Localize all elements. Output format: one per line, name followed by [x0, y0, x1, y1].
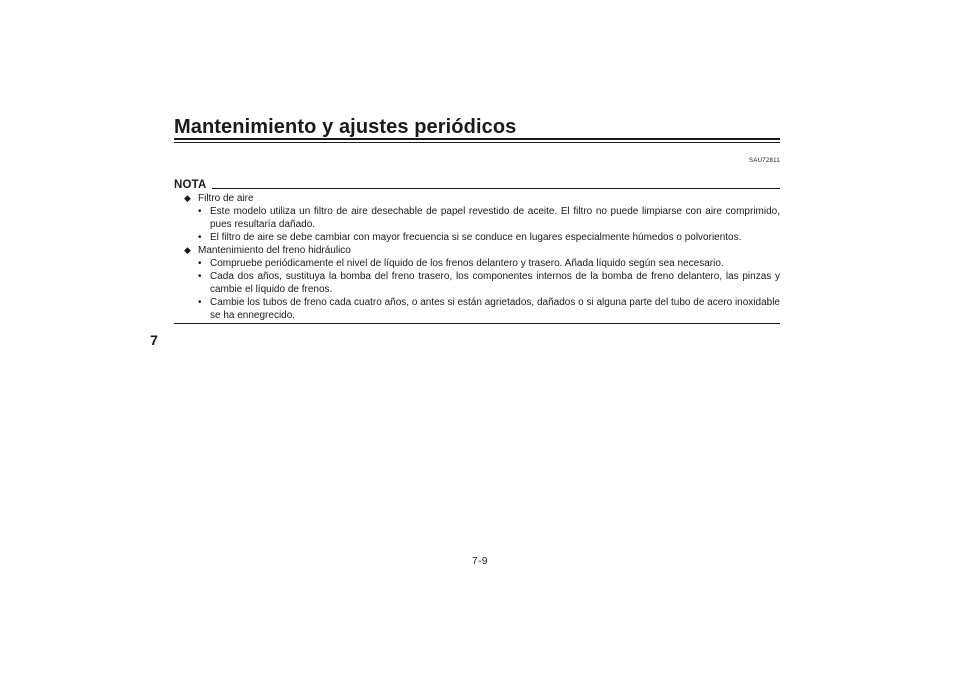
list-item — [198, 257, 780, 270]
list-item — [198, 270, 780, 296]
list-item-text: Cada dos años, sustituya la bomba del freno trasero, los componentes internos de la bomba de freno delantero, las pinzas y cambie el líquido de frenos. — [210, 271, 780, 295]
title-rule-thin — [174, 142, 780, 143]
note-bottom-rule — [174, 323, 780, 324]
list-item-text: El filtro de aire se debe cambiar con mayor frecuencia si se conduce en lugares especialmente húmedos o polvorientos. — [210, 232, 742, 243]
diamond-bullet-icon: ◆ — [184, 193, 191, 203]
title-rule — [174, 138, 780, 140]
list-item-text: Este modelo utiliza un filtro de aire desechable de papel revestido de aceite. El filtro no puede limpiarse con aire comprimido, pues resultaría dañado. — [210, 206, 780, 230]
note-item-air-filter — [184, 192, 780, 244]
bullet-icon: • — [198, 258, 202, 269]
list-item-text: Compruebe periódicamente el nivel de líquido de los frenos delantero y trasero. Añada líquido según sea necesario. — [210, 258, 724, 269]
note-item-heading: Filtro de aire — [198, 193, 254, 204]
bullet-icon: • — [198, 271, 202, 282]
note-body — [184, 192, 780, 322]
bullet-icon: • — [198, 206, 202, 217]
bullet-icon: • — [198, 232, 202, 243]
note-item-hydraulic-brake — [184, 244, 780, 322]
list-item — [198, 205, 780, 231]
chapter-tab — [140, 324, 168, 356]
page-title: Mantenimiento y ajustes periódicos — [174, 116, 517, 138]
diamond-bullet-icon: ◆ — [184, 245, 191, 255]
note-label: NOTA — [174, 179, 207, 191]
list-item — [198, 231, 780, 244]
chapter-number: 7 — [150, 332, 158, 348]
page-number: 7-9 — [472, 556, 488, 567]
sub-list — [198, 257, 780, 322]
reference-code: SAU72811 — [749, 158, 780, 164]
list-item-text: Cambie los tubos de freno cada cuatro años, o antes si están agrietados, dañados o si alguna parte del tubo de acero inoxidable se ha ennegrecido. — [210, 297, 780, 321]
sub-list — [198, 205, 780, 244]
note-top-rule — [212, 188, 780, 189]
bullet-icon: • — [198, 297, 202, 308]
note-item-heading: Mantenimiento del freno hidráulico — [198, 245, 351, 256]
list-item — [198, 296, 780, 322]
